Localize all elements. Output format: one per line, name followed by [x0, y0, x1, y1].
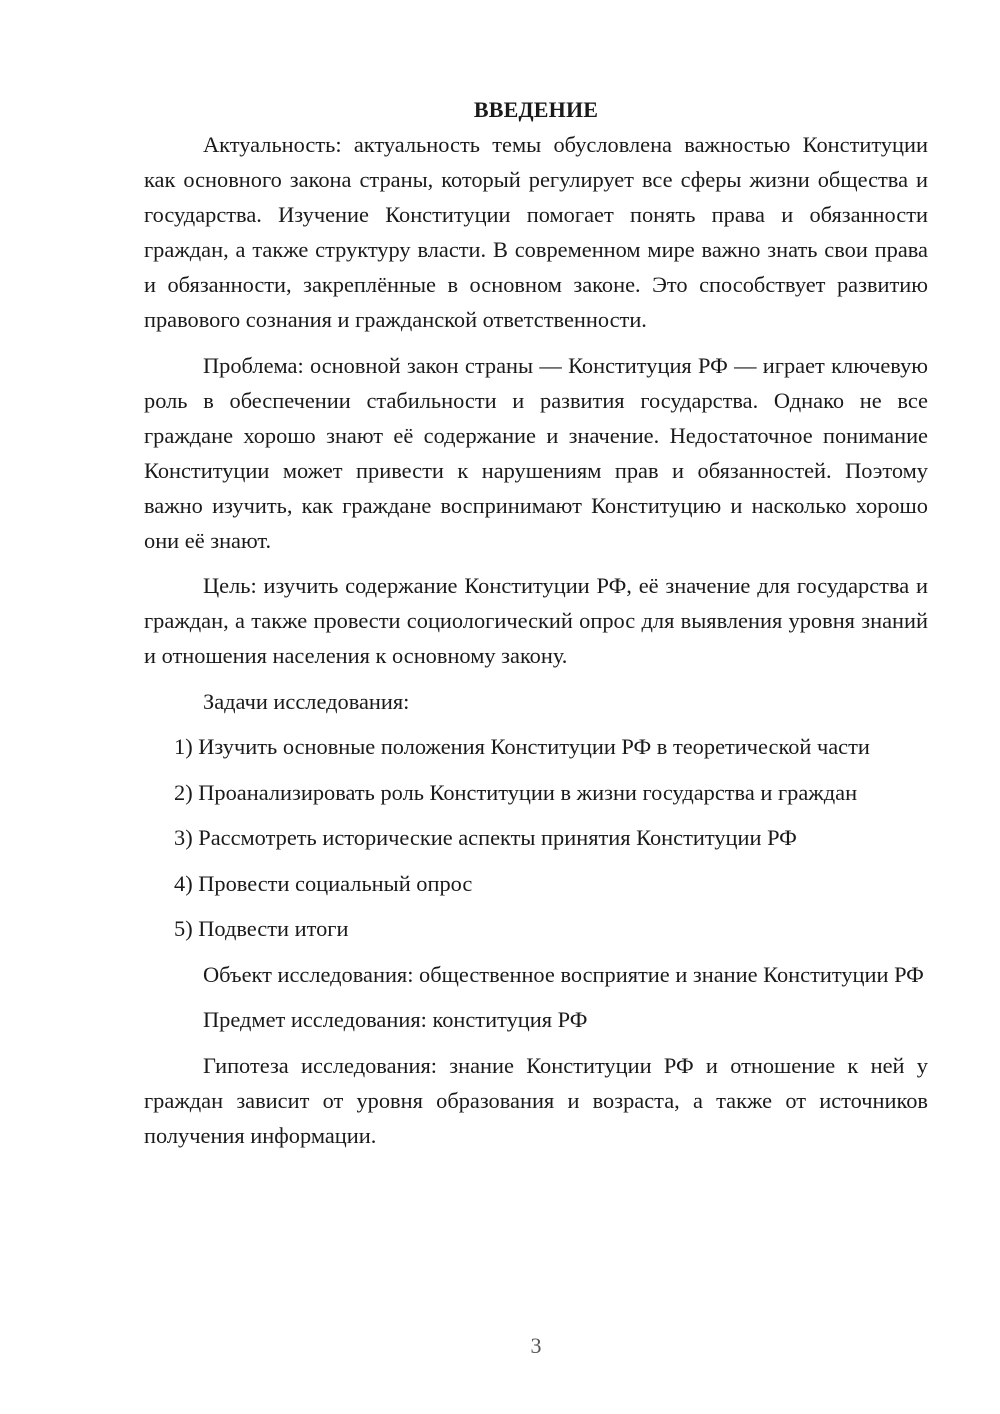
- document-page: [144, 92, 928, 1163]
- page-title: ВВЕДЕНИЕ: [473, 97, 599, 122]
- paragraph-goal: Цель: изучить содержание Конституции РФ, её значение для государства и граждан, а также провести социологический опрос для выявления уровня знаний и отношения населения к основному закону.: [144, 573, 928, 668]
- tasks-heading: Задачи исследования:: [203, 688, 410, 714]
- paragraph-problem: Проблема: основной закон страны — Конституция РФ — играет ключевую роль в обеспечении стабильности и развития государства. Однако не все граждане хорошо знают её содержание и значение. Недостаточное понимание Конституции может привести к нарушениям прав и обязанностей. Поэтому важно изучить, как граждане воспринимают Конституцию и насколько хорошо они её знают.: [144, 352, 928, 553]
- task-item: 4) Провести социальный опрос: [174, 870, 473, 896]
- paragraph-relevance: Актуальность: актуальность темы обусловлена важностью Конституции как основного закона страны, который регулирует все сферы жизни общества и государства. Изучение Конституции помогает понять права и обязанности граждан, а также структуру власти. В современном мире важно знать свои права и обязанности, закреплённые в основном законе. Это способствует развитию правового сознания и гражданской ответственности.: [144, 132, 928, 332]
- task-item: 1) Изучить основные положения Конституции РФ в теоретической части: [174, 734, 870, 759]
- task-item: 5) Подвести итоги: [174, 916, 349, 941]
- task-item: 2) Проанализировать роль Конституции в жизни государства и граждан: [174, 779, 858, 805]
- paragraph-subject: Предмет исследования: конституция РФ: [203, 1007, 588, 1032]
- page-number: 3: [530, 1333, 542, 1358]
- paragraph-object: Объект исследования: общественное восприятие и знание Конституции РФ: [203, 961, 924, 987]
- task-item: 3) Рассмотреть исторические аспекты принятия Конституции РФ: [174, 825, 797, 850]
- paragraph-hypothesis: Гипотеза исследования: знание Конституции РФ и отношение к ней у граждан зависит от уровня образования и возраста, а также от источников получения информации.: [144, 1052, 928, 1148]
